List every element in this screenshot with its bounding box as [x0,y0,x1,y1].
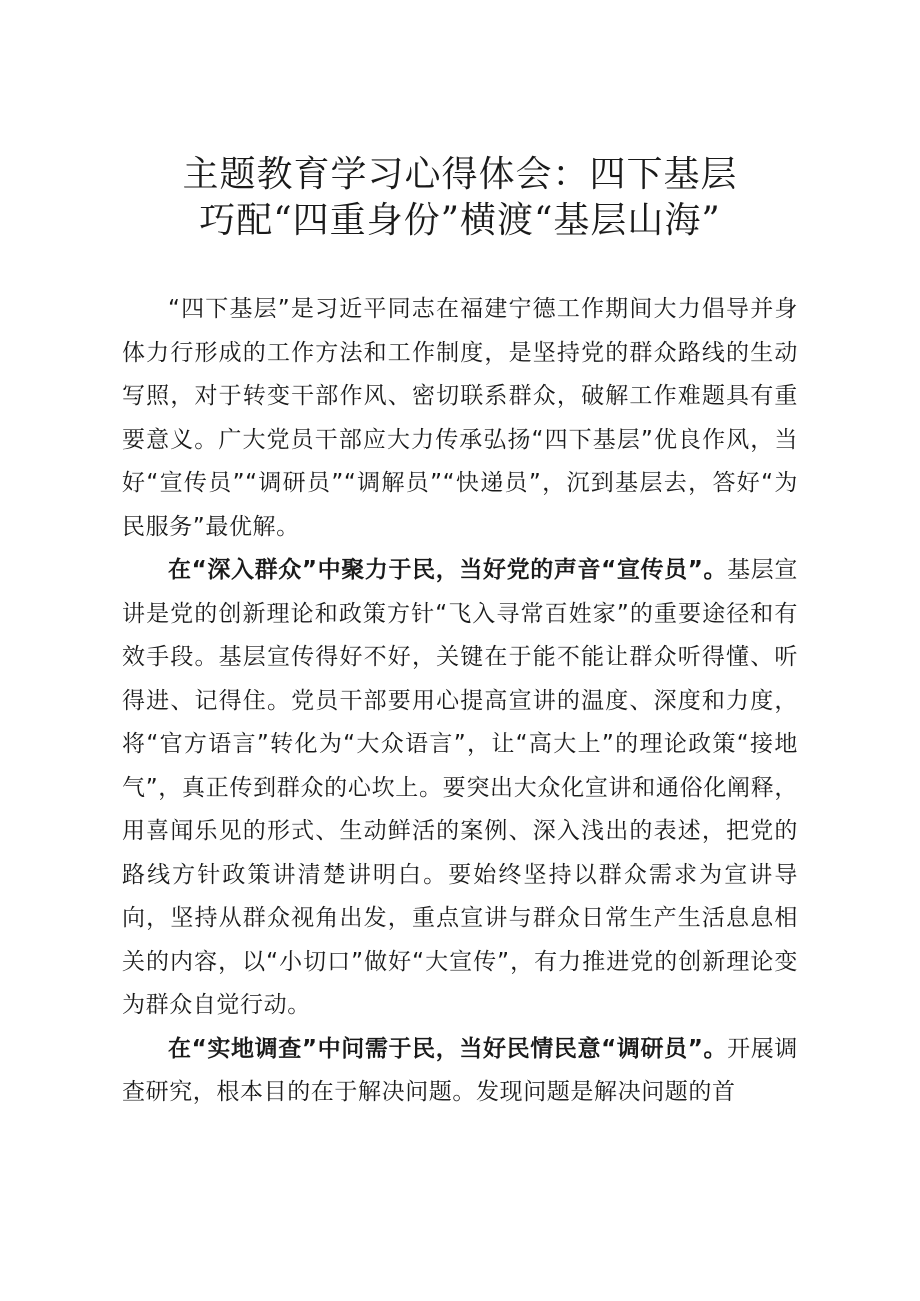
paragraph-intro [122,288,798,549]
paragraph-lead: 在“深入群众”中聚力于民，当好党的声音“宣传员”。 [168,557,728,583]
paragraph-text: 开展调查研究，根本目的在于解决问题。发现问题是解决问题的首 [122,1035,798,1105]
document-title [80,152,840,244]
paragraph-publicity [122,549,798,1028]
title-line-1: 主题教育学习心得体会：四下基层 [182,154,738,195]
document-body [122,288,798,1115]
paragraph-lead: 在“实地调查”中问需于民，当好民情民意“调研员”。 [168,1035,728,1062]
paragraph-text: 基层宣讲是党的创新理论和政策方针“飞入寻常百姓家”的重要途径和有效手段。基层宣传得好不好，关键在于能不能让群众听得懂、听得进、记得住。党员干部要用心提高宣讲的温度、深度和力度，将“官方语言”转化为“大众语言”，让“高大上”的理论政策“接地气”，真正传到群众的心坎上。要突出大众化宣讲和通俗化阐释，用喜闻乐见的形式、生动鲜活的案例、深入浅出的表述，把党的路线方针政策讲清楚讲明白。要始终坚持以群众需求为宣讲导向，坚持从群众视角出发，重点宣讲与群众日常生产生活息息相关的内容，以“小切口”做好“大宣传”，有力推进党的创新理论变为群众自觉行动。 [122,557,798,1018]
title-line-2: 巧配“四重身份”横渡“基层山海” [199,200,721,241]
paragraph-text: “四下基层”是习近平同志在福建宁德工作期间大力倡导并身体力行形成的工作方法和工作制度，是坚持党的群众路线的生动写照，对于转变干部作风、密切联系群众，破解工作难题具有重要意义。广大党员干部应大力传承弘扬“四下基层”优良作风，当好“宣传员”“调研员”“调解员”“快递员”，沉到基层去，答好“为民服务”最优解。 [122,296,798,540]
paragraph-research [122,1028,798,1115]
